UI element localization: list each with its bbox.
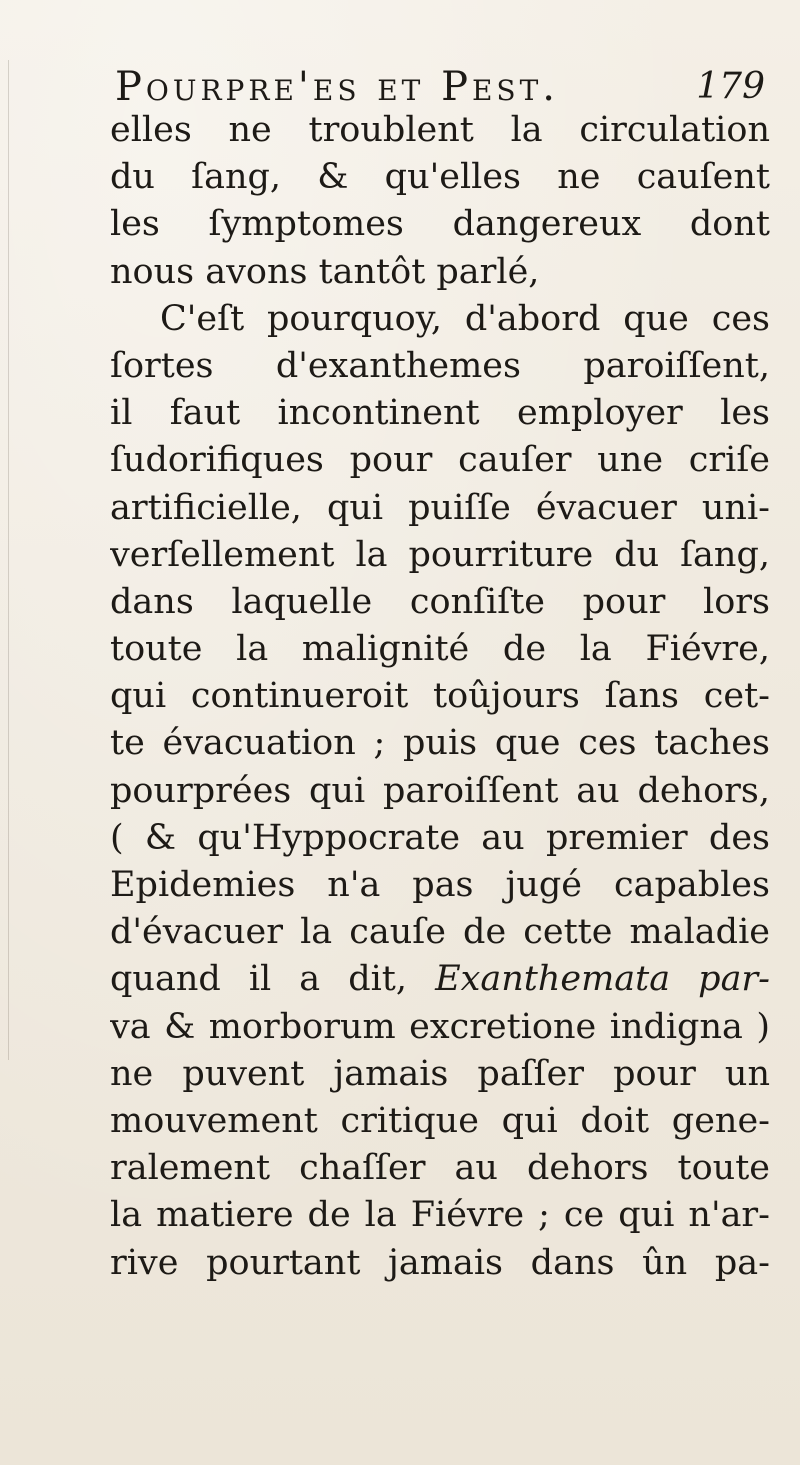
text-line: mouvement critique qui doit gene- [110,1100,770,1141]
text-line: du ſang, & qu'elles ne cauſent [110,157,770,198]
text-line: C'eſt pourquoy, d'abord que ces [160,298,770,339]
text-line: d'évacuer la cauſe de cette maladie [110,912,770,953]
text-line: qui continueroit toûjours ſans cet- [110,676,770,717]
body-text [110,107,770,1287]
text-line: les ſymptomes dangereux dont [110,204,770,245]
text-line: pourprées qui paroiſſent au dehors, [110,770,770,811]
text-line: ſortes d'exanthemes paroiſſent, [110,345,770,386]
text-line: elles ne troublent la circulation [110,110,770,150]
text-line: dans laquelle conſiſte pour lors [110,581,770,622]
page-header [115,60,765,114]
text-fragment: quand il a dit, [110,959,408,1000]
text-line: il faut incontinent employer les [110,393,770,434]
text-line: ( & qu'Hyppocrate au premier des [110,817,770,858]
italic-quote-line: va & morborum excretione indigna ) [110,1006,770,1047]
text-line: rive pourtant jamais dans ûn pa- [110,1242,770,1283]
text-line: artificielle, qui puiſſe évacuer uni- [110,487,770,528]
text-line: la matiere de la Fiévre ; ce qui n'ar- [110,1195,770,1236]
text-line: Epidemies n'a pas jugé capables [110,865,770,905]
text-line: verſellement la pourriture du ſang, [110,534,770,575]
text-line: ralement chaſſer au dehors toute [110,1148,770,1189]
page-gutter-edge [8,60,9,1060]
page-number: 179 [696,66,765,107]
running-head: Pourpre'es et Pest. [115,64,559,110]
text-line: nous avons tantôt parlé, [110,251,540,292]
text-line: ne puvent jamais paſſer pour un [110,1053,770,1094]
text-line: toute la malignité de la Fiévre, [110,629,770,670]
text-line-with-italic [110,956,770,1003]
text-line: ſudorifiques pour cauſer une criſe [110,440,770,481]
text-line: te évacuation ; puis que ces taches [110,723,770,764]
italic-quote: Exanthemata par- [435,959,770,1000]
